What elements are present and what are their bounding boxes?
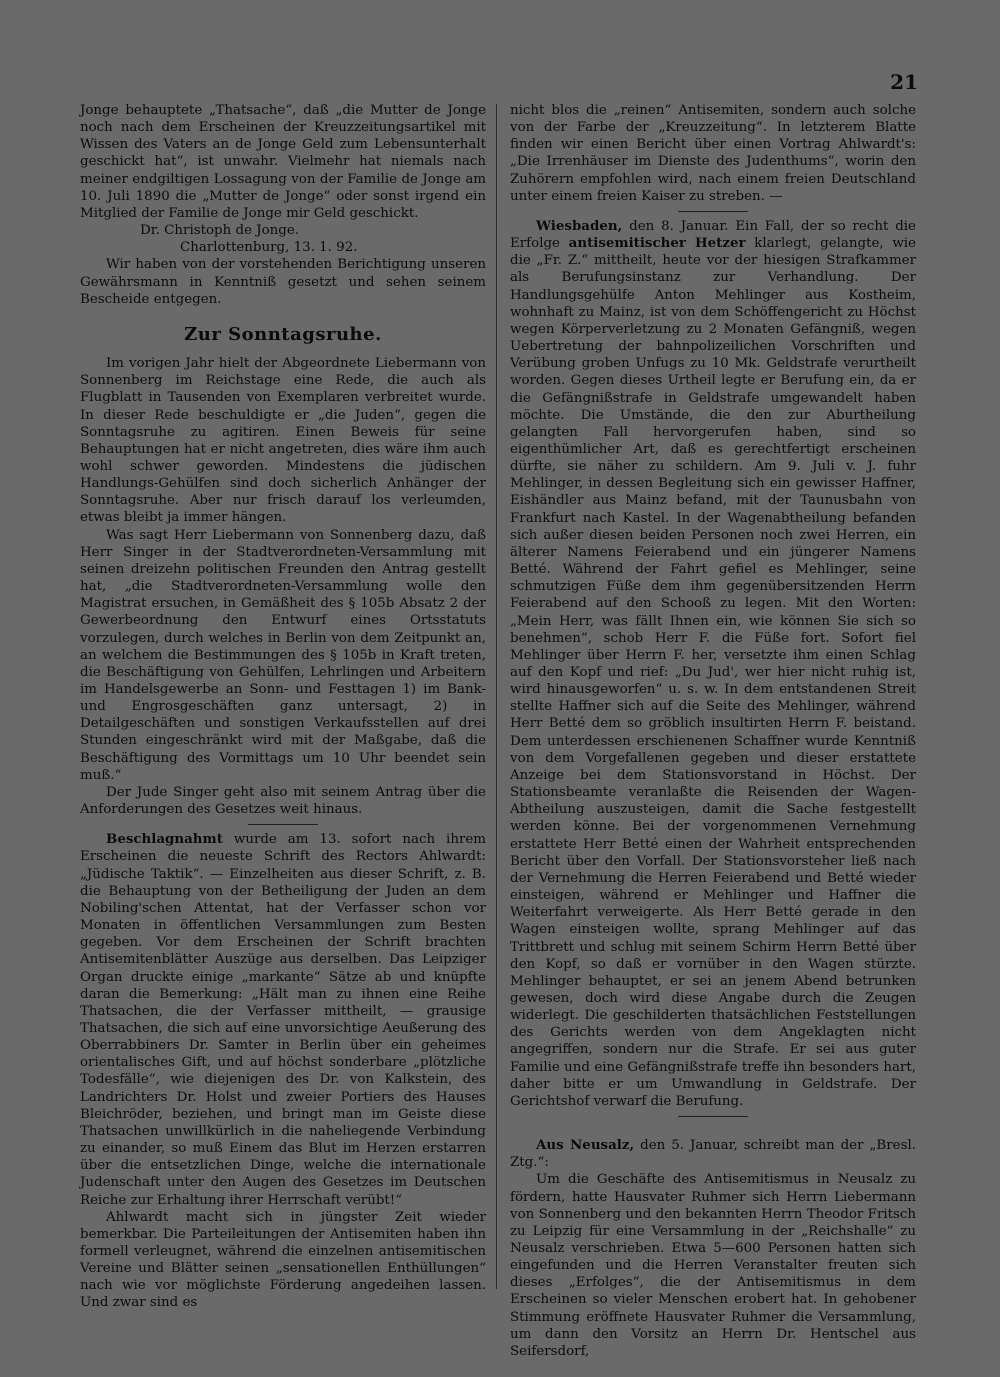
signature-place-date: Charlottenburg, 13. 1. 92. — [180, 240, 358, 256]
article-paragraph: Wiesbaden, den 8. Januar. Ein Fall, der so recht die Erfolge antisemitischer Hetzer klarlegt, gelangte, wie die „Fr. Z.“ mittheilt, heute vor der hiesigen Strafkammer als Berufungsinstanz zur Verhandlung. Der Handlungsgehülfe Anton Mehlinger aus Kostheim, wohnhaft zu Mainz, ist von dem Schöffengericht zu Höchst wegen Körperverletzung zu 2 Monaten Gefängniß, wegen Uebertretung der bahnpolizeilichen Vorschriften und Verübung groben Unfugs zu 10 Mk. Geldstrafe verurtheilt worden. Gegen dieses Urtheil legte er Berufung ein, da er die Gefängnißstrafe in Geldstrafe umgewandelt haben möchte. Die Umstände, die den zur Aburtheilung gelangten Fall hervorgerufen haben, sind so eigenthümlicher Art, daß es gerechtfertigt erscheinen dürfte, sie näher zu schildern. Am 9. Juli v. J. fuhr Mehlinger, in dessen Begleitung sich ein gewisser Haffner, Eishändler aus Mainz befand, mit der Taunusbahn von Frankfurt nach Kastel. In der Wagenabtheilung befanden sich außer diesen beiden Personen noch zwei Herren, ein älterer Namens Feierabend und ein jüngerer Namens Betté. Während der Fahrt gefiel es Mehlinger, seine schmutzigen Füße dem ihm gegenübersitzenden Herrn Feierabend auf den Schooß zu legen. Mit den Worten: „Mein Herr, was fällt Ihnen ein, wie können Sie sich so benehmen“, schob Herr F. die Füße fort. Sofort fiel Mehlinger über Herrn F. her, versetzte ihm einen Schlag auf den Kopf und rief: „Du Jud', wer hier nicht ruhig ist, wird hinausgeworfen“ u. s. w. In dem entstandenen Streit stellte Haffner sich auf die Seite des Mehlinger, während Herr Betté dem so gröblich insultirten Herrn F. beistand. Dem unterdessen erschienenen Schaffner wurde Kenntniß von dem Vorgefallenen gegeben und dieser erstattete Anzeige bei dem Stationsvorstand in Höchst. Der Stationsbeamte veranlaßte die Reisenden der Wagen-Abtheilung auszusteigen, damit die Sache festgestellt werden könne. Bei der vorgenommenen Vernehmung erstattete Herr Betté einen der Wahrheit entsprechenden Bericht über den Vorfall. Der Stationsvorsteher ließ nach der Vernehmung die Herren Feierabend und Betté wieder einsteigen, während er Mehlinger und Haffner die Weiterfahrt verweigerte. Als Herr Betté gerade in den Wagen einsteigen wollte, sprang Mehlinger auf das Trittbrett und schlug mit seinem Schirm Herrn Betté über den Kopf, so daß er vornüber in den Wagen stürzte. Mehlinger behauptet, er sei an jenem Abend betrunken gewesen, doch wird diese Angabe durch die Zeugen widerlegt. Die geschilderten thatsächlichen Feststellungen des Gerichts werden von dem Angeklagten nicht angegriffen, sondern nur die Strafe. Er sei aus guter Familie und eine Gefängnißstrafe treffe ihn besonders hart, daher bitte er um Umwandlung in Geldstrafe. Der Gerichtshof verwarf die Berufung. — [510, 217, 916, 1109]
article-paragraph: Ahlwardt macht sich in jüngster Zeit wieder bemerkbar. Die Parteileitungen der Antisemiten haben ihn formell verleugnet, während die einzelnen antisemitischen Vereine und Blätter seinen „sensationellen Enthüllungen“ nach wie vor möglichste Förderung angedeihen lassen. Und zwar sind es — [80, 1209, 486, 1311]
right-column — [510, 102, 916, 1360]
article-paragraph: Was sagt Herr Liebermann von Sonnenberg dazu, daß Herr Singer in der Stadtverordneten-Versammlung mit seinen dreizehn politischen Freunden den Antrag gestellt hat, „die Stadtverordneten-Versammlung wolle den Magistrat ersuchen, in Gemäßheit des § 105b Absatz 2 der Gewerbeordnung den Entwurf eines Ortsstatuts vorzulegen, durch welches in Berlin von dem Zeitpunkt an, an welchem die Bestimmungen des § 105b in Kraft treten, die Beschäftigung von Gehülfen, Lehrlingen und Arbeitern im Handelsgewerbe an Sonn- und Festtagen 1) im Bank- und Engrosgeschäften ganz untersagt, 2) in Detailgeschäften und sonstigen Verkaufsstellen auf drei Stunden eingeschränkt wird mit der Maßgabe, daß die Beschäftigung des Vormittags um 10 Uhr beendet sein muß.“ — [80, 527, 486, 783]
separator-rule — [248, 824, 318, 825]
signature-name: Dr. Christoph de Jonge. — [140, 223, 300, 239]
separator-rule — [678, 211, 748, 212]
article-continuation: nicht blos die „reinen“ Antisemiten, sondern auch solche von der Farbe der „Kreuzzeitung“. In letzterem Blatte finden wir einen Bericht über einen Vortrag Ahlwardt's: „Die Irrenhäuser im Dienste des Judenthums“, worin den Zuhörern empfohlen wird, nach einem freien Deutschland unter einem freien Kaiser zu streben. — — [510, 103, 916, 204]
article-paragraph: Der Jude Singer geht also mit seinem Antrag über die Anforderungen des Gesetzes weit hinaus. — [80, 784, 486, 818]
article-paragraph: Aus Neusalz, den 5. Januar, schreibt man der „Bresl. Ztg.“: — [510, 1137, 916, 1171]
article-paragraph: Im vorigen Jahr hielt der Abgeordnete Liebermann von Sonnenberg im Reichstage eine Rede, die auch als Flugblatt in Tausenden von Exemplaren verbreitet wurde. In dieser Rede beschuldigte er „die Juden“, gegen die Sonntagsruhe zu agitiren. Einen Beweis für seine Behauptungen hat er nicht angetreten, dies wäre ihm auch wohl schwer geworden. Mindestens die jüdischen Handlungs-Gehülfen sind doch sicherlich Anhänger der Sonntagsruhe. Aber nur frisch darauf los verleumden, etwas bleibt ja immer hängen. — [80, 356, 486, 526]
lead-word: Wiesbaden, — [536, 217, 623, 234]
section-heading: Zur Sonntagsruhe. — [184, 323, 382, 345]
article-paragraph: Beschlagnahmt wurde am 13. sofort nach ihrem Erscheinen die neueste Schrift des Rectors Ahlwardt: „Jüdische Taktik“. — Einzelheiten aus dieser Schrift, z. B. die Behauptung von der Betheiligung der Juden an dem Nobiling'schen Attentat, hat der Verfasser schon vor Monaten in öffentlichen Versammlungen zum Besten gegeben. Vor dem Erscheinen der Schrift brachten Antisemitenblätter Auszüge aus derselben. Das Leipziger Organ druckte einige „markante“ Sätze ab und knüpfte daran die Bemerkung: „Hält man zu ihnen eine Reihe Thatsachen, die der Verfasser mittheilt, — grausige Thatsachen, die sich auf eine unvorsichtige Aeußerung des Oberrabbiners Dr. Samter in Berlin über ein geheimes orientalisches Gift, und auf höchst sonderbare „plötzliche Todesfälle“, wie diejenigen des Dr. von Kalkstein, des Landrichters Dr. Holst und zweier Portiers des Hauses Bleichröder, beziehen, und bringt man im Geiste diese Thatsachen unwillkürlich in die naheliegende Verbindung zu einander, so muß Einem das Blut im Herzen erstarren über die entsetzlichen Dinge, welche die internationale Judenschaft unter den Augen des Gesetzes im Deutschen Reiche zur Erhaltung ihrer Herrschaft verübt!“ — [80, 831, 486, 1208]
emphasis: antisemitischer Hetzer — [568, 235, 746, 252]
column-divider — [496, 104, 497, 1289]
letter-continuation: Jonge behauptete „Thatsache“, daß „die Mutter de Jonge noch nach dem Erscheinen der Kreuzzeitungsartikel mit Wissen des Vaters an de Jonge Geld zum Lebensunterhalt geschickt hat“, ist unwahr. Vielmehr hat niemals nach meiner endgiltigen Lossagung von der Familie de Jonge am 10. Juli 1890 die „Mutter de Jonge“ oder sonst irgend ein Mitglied der Familie de Jonge mir Geld geschickt. — [80, 103, 486, 221]
separator-rule — [678, 1116, 748, 1117]
lead-word: Aus Neusalz, — [536, 1137, 635, 1154]
article-paragraph: Um die Geschäfte des Antisemitismus in Neusalz zu fördern, hatte Hausvater Ruhmer sich Herrn Liebermann von Sonnenberg und den bekannten Herrn Theodor Fritsch zu Leipzig für eine Versammlung in der „Reichshalle“ zu Neusalz verschrieben. Etwa 5—600 Personen hatten sich eingefunden und die Herren Veranstalter freuten sich dieses „Erfolges“, die der Antisemitismus in dem Erscheinen so vieler Menschen erobert hat. In gehobener Stimmung eröffnete Hausvater Ruhmer die Versammlung, um dann den Vorsitz an Herrn Dr. Hentschel aus Seifersdorf, — [510, 1172, 916, 1359]
lead-word: Beschlagnahmt — [106, 831, 223, 848]
left-column — [80, 102, 486, 1312]
spacer — [510, 1123, 916, 1137]
page-number: 21 — [890, 70, 918, 94]
editorial-note: Wir haben von der vorstehenden Berichtigung unseren Gewährsmann in Kenntniß gesetzt und sehen seinem Bescheide entgegen. — [80, 257, 486, 307]
